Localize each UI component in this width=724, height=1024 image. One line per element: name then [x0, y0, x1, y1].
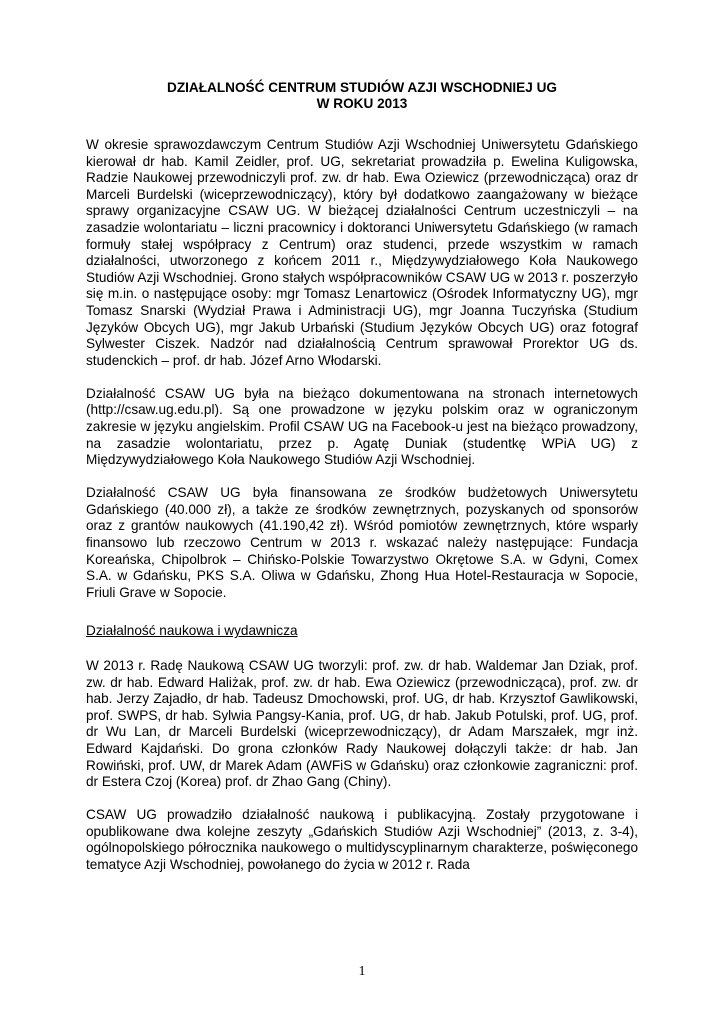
paragraph-publications: CSAW UG prowadziło działalność naukową i publikacyjną. Zostały przygotowane i opublikowane dwa kolejne zeszyty „Gdańskich Studiów Azji Wschodniej” (2013, z. 3-4), ogólnopolskiego półrocznika naukowego o multidyscyplinarnym charakterze, poświęconego tematyce Azji Wschodniej, powołanego do życia w 2012 r. Rada — [86, 807, 638, 873]
title-line-1: DZIAŁALNOŚĆ CENTRUM STUDIÓW AZJI WSCHODNIEJ UG — [167, 80, 557, 95]
title-line-2: W ROKU 2013 — [316, 96, 408, 111]
document-title — [86, 80, 638, 112]
section-heading: Działalność naukowa i wydawnicza — [86, 623, 298, 639]
paragraph-website: Działalność CSAW UG była na bieżąco dokumentowana na stronach internetowych (http://csaw.ug.edu.pl). Są one prowadzone w języku polskim oraz w ograniczonym zakresie w języku angielskim. Profil CSAW UG na Facebook-u jest na bieżąco prowadzony, na zasadzie wolontariatu, przez p. Agatę Duniak (studentkę WPiA UG) z Międzywydziałowego Koła Naukowego Studiów Azji Wschodniej. — [86, 385, 638, 468]
paragraph-director: W okresie sprawozdawczym Centrum Studiów Azji Wschodniej Uniwersytetu Gdańskiego kierował dr hab. Kamil Zeidler, prof. UG, sekretariat prowadziła p. Ewelina Kuligowska, Radzie Naukowej przewodniczyli prof. zw. dr hab. Ewa Oziewicz (przewodnicząca) oraz dr Marceli Burdelski (wiceprzewodniczący), który był dodatkowo zaangażowany w bieżące sprawy organizacyjne CSAW UG. W bieżącej działalności Centrum uczestniczyli – na zasadzie wolontariatu – liczni pracownicy i doktoranci Uniwersytetu Gdańskiego (w ramach formuły stałej współpracy z Centrum) oraz studenci, przede wszystkim w ramach działalności, utworzonego z końcem 2011 r., Międzywydziałowego Koła Naukowego Studiów Azji Wschodniej. Grono stałych współpracowników CSAW UG w 2013 r. poszerzyło się m.in. o następujące osoby: mgr Tomasz Lenartowicz (Ośrodek Informatyczny UG), mgr Tomasz Snarski (Wydział Prawa i Administracji UG), mgr Joanna Tuczyńska (Studium Języków Obcych UG), mgr Jakub Urbański (Studium Języków Obcych UG) oraz fotograf Sylwester Ciszek. Nadzór nad działalnością Centrum sprawował Prorektor UG ds. studenckich – prof. dr hab. Józef Arno Włodarski. — [86, 137, 638, 368]
paragraph-council: W 2013 r. Radę Naukową CSAW UG tworzyli: prof. zw. dr hab. Waldemar Jan Dziak, prof. zw. dr hab. Edward Haliżak, prof. zw. dr hab. Ewa Oziewicz (przewodnicząca), prof. zw. dr hab. Jerzy Zajadło, dr hab. Tadeusz Dmochowski, prof. UG, dr hab. Krzysztof Gawlikowski, prof. SWPS, dr hab. Sylwia Pangsy-Kania, prof. UG, dr hab. Jakub Potulski, prof. UG, prof. dr Wu Lan, dr Marceli Burdelski (wiceprzewodniczący), dr Adam Marszałek, mgr inż. Edward Kajdański. Do grona członków Rady Naukowej dołączyli także: dr hab. Jan Rowiński, prof. UW, dr Marek Adam (AWFiS w Gdańsku) oraz członkowie zagraniczni: prof. dr Estera Czoj (Korea) prof. dr Zhao Gang (Chiny). — [86, 658, 638, 790]
page-number: 1 — [358, 964, 366, 979]
document-body — [86, 137, 638, 890]
paragraph-funding: Działalność CSAW UG była finansowana ze środków budżetowych Uniwersytetu Gdańskiego (40.000 zł), a także ze środków zewnętrznych, pozyskanych od sponsorów oraz z grantów naukowych (41.190,42 zł). Wśród pomiotów zewnętrznych, które wsparły finansowo lub rzeczowo Centrum w 2013 r. wskazać należy następujące: Fundacja Koreańska, Chipolbrok – Chińsko-Polskie Towarzystwo Okrętowe S.A. w Gdyni, Comex S.A. w Gdańsku, PKS S.A. Oliwa w Gdańsku, Zhong Hua Hotel-Restauracja w Sopocie, Friuli Grave w Sopocie. — [86, 485, 638, 600]
